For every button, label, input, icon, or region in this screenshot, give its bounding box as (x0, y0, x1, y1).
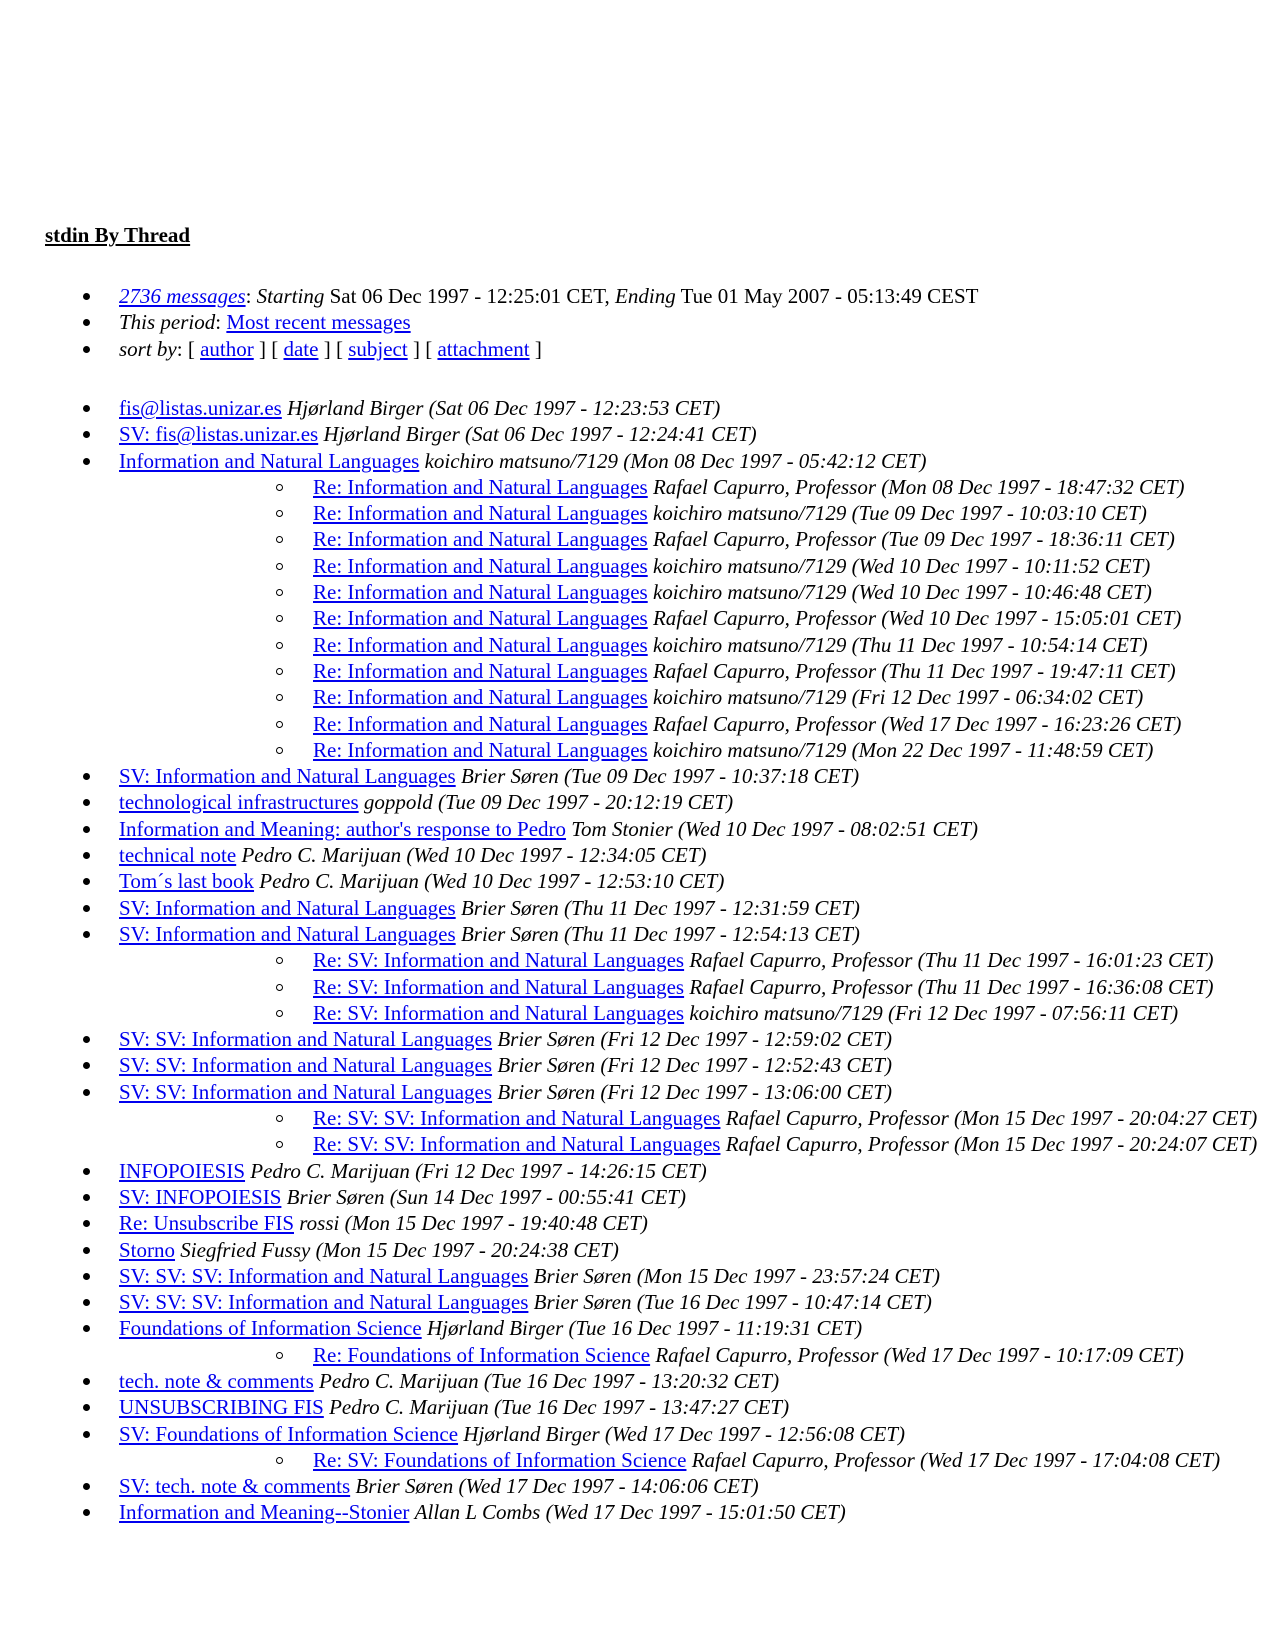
thread-author-date: Brier Søren (Tue 16 Dec 1997 - 10:47:14 CET) (533, 1290, 932, 1315)
thread-author-date: Pedro C. Marijuan (Tue 16 Dec 1997 - 13:47:27 CET) (329, 1395, 790, 1420)
reply-item (119, 1000, 1275, 1026)
reply-item (119, 1342, 1275, 1368)
thread-subject-link[interactable]: Storno (119, 1237, 176, 1262)
thread-item (0, 1210, 1275, 1236)
thread-subject-link[interactable]: SV: SV: Information and Natural Languages (119, 1053, 493, 1078)
reply-subject-link[interactable]: Re: Information and Natural Languages (313, 474, 648, 499)
thread-subject-link[interactable]: SV: INFOPOIESIS (119, 1184, 282, 1209)
thread-subject-link[interactable]: SV: fis@listas.unizar.es (119, 422, 319, 447)
reply-subject-link[interactable]: Re: Information and Natural Languages (313, 632, 648, 657)
thread-subject-link[interactable]: tech. note & comments (119, 1368, 314, 1393)
thread-author-date: koichiro matsuno/7129 (Mon 08 Dec 1997 - 05:42:12 CET) (424, 448, 927, 473)
thread-subject-link[interactable]: SV: SV: SV: Information and Natural Languages (119, 1263, 529, 1288)
thread-author-date: Brier Søren (Fri 12 Dec 1997 - 13:06:00 CET) (497, 1079, 892, 1104)
thread-item (0, 421, 1275, 447)
reply-item (119, 474, 1275, 500)
reply-subject-link[interactable]: Re: SV: Information and Natural Languages (313, 974, 685, 999)
reply-item (119, 1131, 1275, 1157)
thread-item (0, 789, 1275, 815)
reply-item (119, 553, 1275, 579)
reply-list (119, 947, 1275, 1026)
thread-subject-link[interactable]: technical note (119, 843, 237, 868)
summary-range-item: 2736 messages: Starting Sat 06 Dec 1997 - 12:25:01 CET, Ending Tue 01 May 2007 - 05:13:49 CEST (0, 283, 1275, 309)
thread-author-date: Hjørland Birger (Wed 17 Dec 1997 - 12:56:08 CET) (463, 1421, 906, 1446)
reply-author-date: koichiro matsuno/7129 (Fri 12 Dec 1997 - 07:56:11 CET) (689, 1000, 1179, 1025)
thread-item (0, 1499, 1275, 1525)
reply-author-date: Rafael Capurro, Professor (Wed 17 Dec 1997 - 10:17:09 CET) (655, 1342, 1184, 1367)
reply-author-date: koichiro matsuno/7129 (Mon 22 Dec 1997 - 11:48:59 CET) (652, 737, 1154, 762)
thread-author-date: Hjørland Birger (Sat 06 Dec 1997 - 12:23:53 CET) (287, 396, 721, 420)
thread-author-date: Hjørland Birger (Tue 16 Dec 1997 - 11:19:31 CET) (426, 1316, 863, 1341)
reply-author-date: koichiro matsuno/7129 (Thu 11 Dec 1997 - 10:54:14 CET) (652, 632, 1148, 657)
thread-author-date: Allan L Combs (Wed 17 Dec 1997 - 15:01:50 CET) (414, 1500, 846, 1525)
thread-subject-link[interactable]: SV: SV: Information and Natural Languages (119, 1027, 493, 1052)
reply-subject-link[interactable]: Re: Information and Natural Languages (313, 711, 648, 736)
reply-item (119, 711, 1275, 737)
reply-subject-link[interactable]: Re: Information and Natural Languages (313, 527, 648, 552)
thread-subject-link[interactable]: Information and Meaning--Stonier (119, 1500, 410, 1525)
sort-subject-link[interactable]: subject (348, 336, 408, 361)
sort-label: sort by (119, 336, 177, 361)
reply-list (119, 1447, 1275, 1473)
reply-subject-link[interactable]: Re: Information and Natural Languages (313, 606, 648, 631)
reply-list (119, 474, 1275, 763)
thread-author-date: Pedro C. Marijuan (Fri 12 Dec 1997 - 14:26:15 CET) (250, 1158, 707, 1183)
sort-date-link[interactable]: date (283, 336, 319, 361)
starting-value: Sat 06 Dec 1997 - 12:25:01 CET, (329, 284, 610, 308)
thread-item (0, 1473, 1275, 1499)
page-title: stdin By Thread (45, 223, 191, 247)
reply-author-date: Rafael Capurro, Professor (Tue 09 Dec 1997 - 18:36:11 CET) (652, 527, 1175, 552)
period-label: This period (119, 310, 216, 335)
thread-item (0, 1421, 1275, 1474)
thread-subject-link[interactable]: SV: Information and Natural Languages (119, 921, 456, 946)
reply-author-date: koichiro matsuno/7129 (Wed 10 Dec 1997 - 10:11:52 CET) (652, 553, 1151, 578)
thread-author-date: Pedro C. Marijuan (Tue 16 Dec 1997 - 13:20:32 CET) (319, 1368, 780, 1393)
thread-item (0, 1184, 1275, 1210)
reply-item (119, 1447, 1275, 1473)
reply-item (119, 605, 1275, 631)
reply-author-date: Rafael Capurro, Professor (Wed 10 Dec 1997 - 15:05:01 CET) (652, 606, 1182, 631)
thread-subject-link[interactable]: INFOPOIESIS (119, 1158, 246, 1183)
thread-item (0, 1368, 1275, 1394)
reply-item (119, 684, 1275, 710)
reply-item (119, 526, 1275, 552)
thread-author-date: Brier Søren (Tue 09 Dec 1997 - 10:37:18 CET) (460, 764, 860, 789)
thread-author-date: Brier Søren (Fri 12 Dec 1997 - 12:59:02 CET) (497, 1027, 892, 1052)
reply-subject-link[interactable]: Re: Information and Natural Languages (313, 737, 648, 762)
thread-subject-link[interactable]: Tom´s last book (119, 869, 255, 894)
thread-subject-link[interactable]: Information and Natural Languages (119, 448, 420, 473)
ending-label: Ending (615, 284, 676, 308)
reply-list (119, 1342, 1275, 1368)
sort-attachment-link[interactable]: attachment (437, 336, 530, 361)
most-recent-link[interactable]: Most recent messages (226, 310, 411, 335)
thread-item (0, 816, 1275, 842)
reply-subject-link[interactable]: Re: Information and Natural Languages (313, 553, 648, 578)
summary-sort-item: sort by: [ author ] [ date ] [ subject ] [ attachment ] (0, 336, 1275, 362)
thread-subject-link[interactable]: SV: SV: SV: Information and Natural Languages (119, 1290, 529, 1315)
reply-author-date: Rafael Capurro, Professor (Mon 08 Dec 1997 - 18:47:32 CET) (652, 474, 1185, 499)
thread-list (0, 395, 1275, 1526)
reply-subject-link[interactable]: Re: SV: SV: Information and Natural Languages (313, 1106, 721, 1131)
reply-author-date: Rafael Capurro, Professor (Thu 11 Dec 1997 - 19:47:11 CET) (652, 658, 1176, 683)
reply-author-date: koichiro matsuno/7129 (Fri 12 Dec 1997 - 06:34:02 CET) (652, 685, 1144, 710)
reply-item (119, 500, 1275, 526)
thread-subject-link[interactable]: technological infrastructures (119, 790, 359, 815)
message-count-link[interactable]: 2736 messages (119, 284, 246, 308)
reply-author-date: Rafael Capurro, Professor (Wed 17 Dec 1997 - 17:04:08 CET) (691, 1447, 1221, 1472)
thread-author-date: Tom Stonier (Wed 10 Dec 1997 - 08:02:51 CET) (571, 816, 979, 841)
thread-subject-link[interactable]: UNSUBSCRIBING FIS (119, 1395, 324, 1420)
thread-author-date: Brier Søren (Sun 14 Dec 1997 - 00:55:41 CET) (286, 1184, 686, 1209)
reply-item (119, 632, 1275, 658)
reply-subject-link[interactable]: Re: Information and Natural Languages (313, 658, 648, 683)
thread-author-date: Brier Søren (Thu 11 Dec 1997 - 12:31:59 CET) (460, 895, 860, 920)
thread-item (0, 1315, 1275, 1368)
thread-author-date: Pedro C. Marijuan (Wed 10 Dec 1997 - 12:53:10 CET) (259, 869, 725, 894)
thread-item (0, 1263, 1275, 1289)
thread-item (0, 1289, 1275, 1315)
thread-subject-link[interactable]: SV: Information and Natural Languages (119, 764, 456, 789)
thread-item (0, 448, 1275, 764)
thread-item (0, 1052, 1275, 1078)
reply-item (119, 947, 1275, 973)
thread-author-date: Hjørland Birger (Sat 06 Dec 1997 - 12:24:41 CET) (323, 422, 757, 447)
reply-item (119, 1105, 1275, 1131)
thread-subject-link[interactable]: SV: tech. note & comments (119, 1474, 351, 1499)
reply-author-date: Rafael Capurro, Professor (Thu 11 Dec 1997 - 16:01:23 CET) (689, 948, 1214, 973)
thread-item (0, 1026, 1275, 1052)
thread-item (0, 1079, 1275, 1158)
starting-label: Starting (256, 284, 325, 308)
thread-author-date: Pedro C. Marijuan (Wed 10 Dec 1997 - 12:34:05 CET) (241, 843, 707, 868)
reply-author-date: Rafael Capurro, Professor (Mon 15 Dec 1997 - 20:04:27 CET) (725, 1106, 1258, 1131)
reply-item (119, 974, 1275, 1000)
thread-author-date: Brier Søren (Wed 17 Dec 1997 - 14:06:06 CET) (355, 1474, 759, 1499)
reply-subject-link[interactable]: Re: SV: SV: Information and Natural Languages (313, 1132, 721, 1157)
thread-item (0, 895, 1275, 921)
reply-item (119, 737, 1275, 763)
thread-subject-link[interactable]: Re: Unsubscribe FIS (119, 1211, 294, 1236)
summary-period-item: This period: Most recent messages (0, 309, 1275, 335)
ending-value: Tue 01 May 2007 - 05:13:49 CEST (680, 284, 979, 308)
reply-subject-link[interactable]: Re: Information and Natural Languages (313, 580, 648, 605)
reply-item (119, 579, 1275, 605)
thread-item (0, 1394, 1275, 1420)
thread-author-date: rossi (Mon 15 Dec 1997 - 19:40:48 CET) (299, 1211, 648, 1236)
reply-subject-link[interactable]: Re: SV: Foundations of Information Science (313, 1447, 687, 1472)
thread-item (0, 1158, 1275, 1184)
thread-author-date: Brier Søren (Mon 15 Dec 1997 - 23:57:24 CET) (533, 1263, 940, 1288)
reply-author-date: koichiro matsuno/7129 (Tue 09 Dec 1997 - 10:03:10 CET) (652, 501, 1147, 526)
reply-author-date: Rafael Capurro, Professor (Thu 11 Dec 1997 - 16:36:08 CET) (689, 974, 1214, 999)
thread-item (0, 395, 1275, 421)
reply-author-date: Rafael Capurro, Professor (Mon 15 Dec 1997 - 20:24:07 CET) (725, 1132, 1258, 1157)
thread-subject-link[interactable]: SV: SV: Information and Natural Languages (119, 1079, 493, 1104)
reply-author-date: koichiro matsuno/7129 (Wed 10 Dec 1997 - 10:46:48 CET) (652, 580, 1152, 605)
thread-item (0, 842, 1275, 868)
thread-item (0, 921, 1275, 1026)
thread-author-date: Brier Søren (Thu 11 Dec 1997 - 12:54:13 CET) (460, 921, 860, 946)
thread-subject-link[interactable]: SV: Foundations of Information Science (119, 1421, 459, 1446)
thread-author-date: goppold (Tue 09 Dec 1997 - 20:12:19 CET) (363, 790, 734, 815)
thread-subject-link[interactable]: Information and Meaning: author's response to Pedro (119, 816, 567, 841)
reply-item (119, 658, 1275, 684)
thread-item (0, 868, 1275, 894)
thread-subject-link[interactable]: fis@listas.unizar.es (119, 396, 282, 420)
reply-subject-link[interactable]: Re: SV: Information and Natural Languages (313, 948, 685, 973)
reply-list (119, 1105, 1275, 1158)
reply-subject-link[interactable]: Re: SV: Information and Natural Languages (313, 1000, 685, 1025)
reply-subject-link[interactable]: Re: Information and Natural Languages (313, 685, 648, 710)
thread-subject-link[interactable]: Foundations of Information Science (119, 1316, 422, 1341)
thread-subject-link[interactable]: SV: Information and Natural Languages (119, 895, 456, 920)
reply-subject-link[interactable]: Re: Foundations of Information Science (313, 1342, 651, 1367)
thread-item (0, 763, 1275, 789)
reply-subject-link[interactable]: Re: Information and Natural Languages (313, 501, 648, 526)
sort-author-link[interactable]: author (200, 336, 254, 361)
thread-item (0, 1237, 1275, 1263)
reply-author-date: Rafael Capurro, Professor (Wed 17 Dec 1997 - 16:23:26 CET) (652, 711, 1182, 736)
thread-author-date: Brier Søren (Fri 12 Dec 1997 - 12:52:43 CET) (497, 1053, 892, 1078)
archive-summary (0, 283, 1275, 362)
thread-author-date: Siegfried Fussy (Mon 15 Dec 1997 - 20:24:38 CET) (180, 1237, 619, 1262)
